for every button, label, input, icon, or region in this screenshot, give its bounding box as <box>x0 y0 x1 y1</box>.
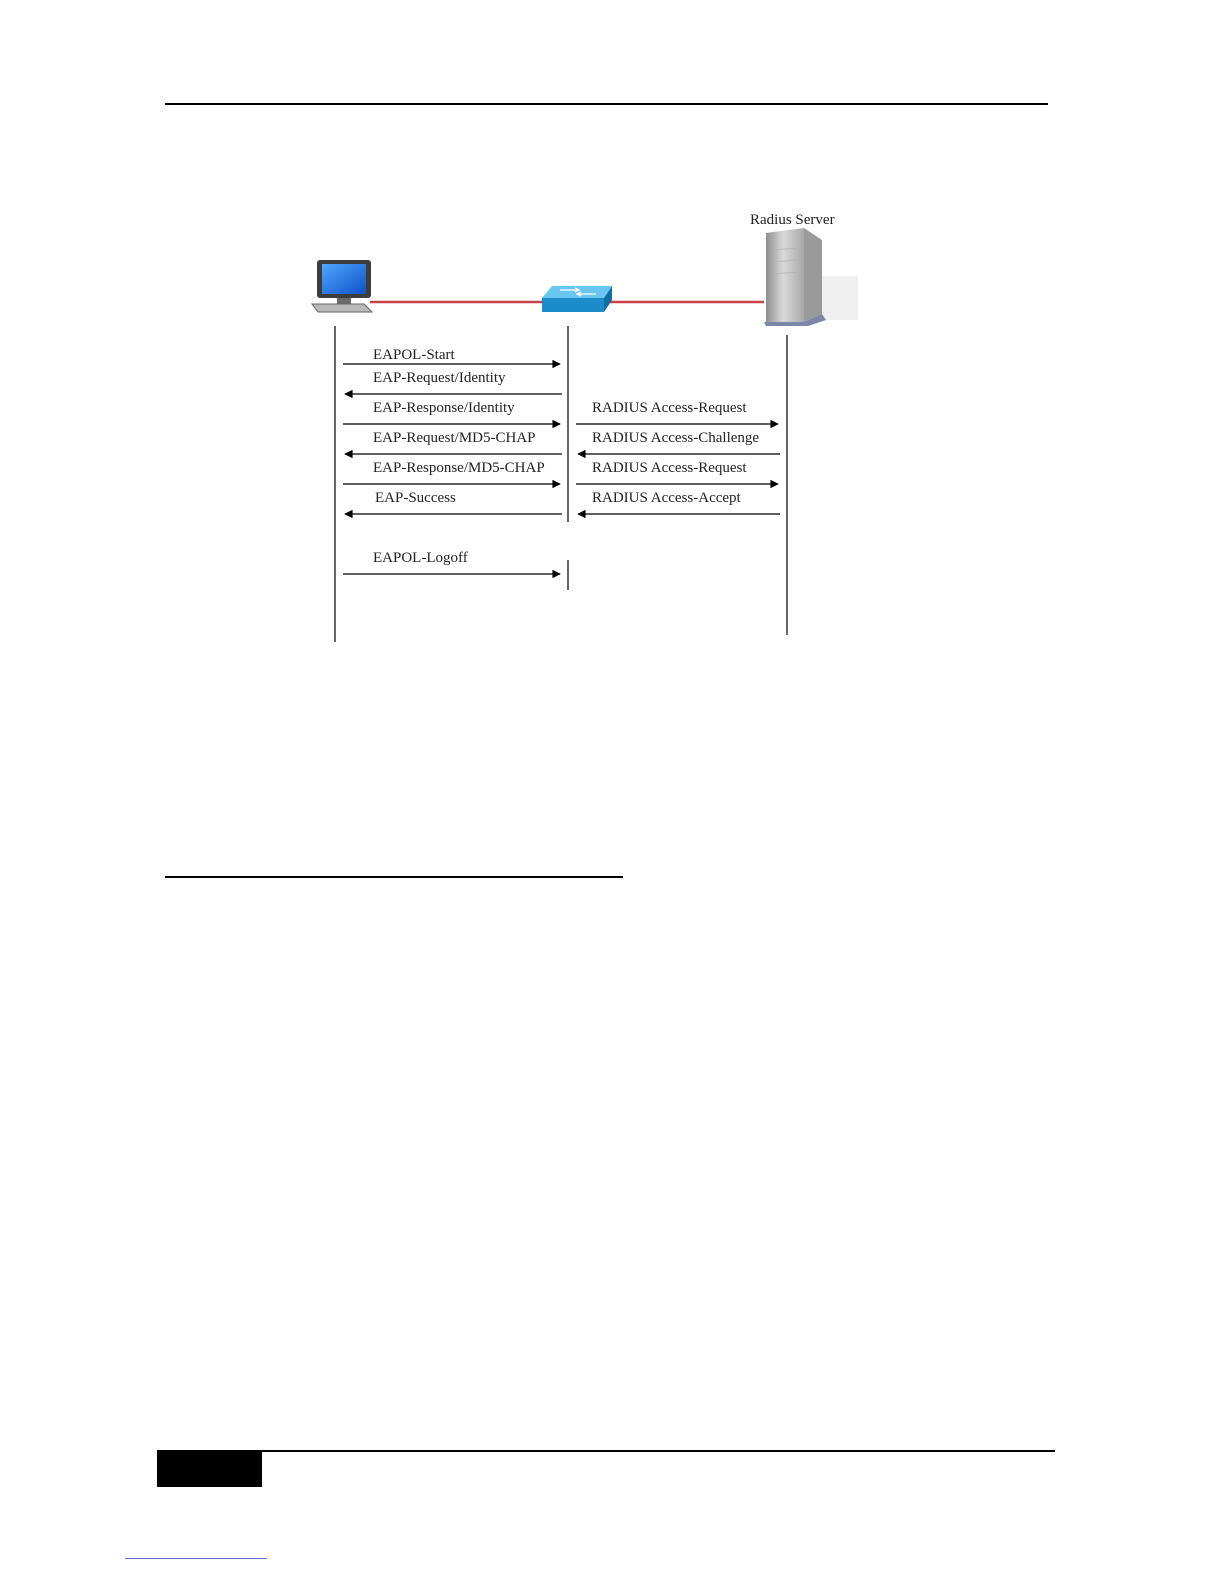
message-label: EAP-Request/Identity <box>373 370 506 386</box>
server-label: Radius Server <box>750 212 835 228</box>
message-label: RADIUS Access-Request <box>592 400 747 416</box>
switch-icon <box>542 286 612 312</box>
message-eap-response-md5-chap <box>343 460 560 484</box>
computer-icon <box>312 260 372 312</box>
message-label: RADIUS Access-Accept <box>592 490 741 506</box>
message-label: RADIUS Access-Challenge <box>592 430 760 446</box>
message-radius-access-accept <box>578 490 780 514</box>
footer-link-underline[interactable] <box>125 1558 267 1559</box>
message-radius-access-request-2 <box>576 460 778 484</box>
message-eapol-start <box>343 347 560 364</box>
footer-page-block <box>157 1451 262 1487</box>
message-label: EAP-Response/Identity <box>373 400 515 416</box>
message-radius-access-challenge <box>578 430 780 454</box>
message-label: EAPOL-Start <box>373 347 455 363</box>
server-icon <box>764 228 858 326</box>
message-eapol-logoff <box>343 550 560 574</box>
message-eap-request-md5-chap <box>345 430 562 454</box>
message-label: EAP-Request/MD5-CHAP <box>373 430 536 446</box>
footer-rule <box>157 1450 1055 1452</box>
message-eap-request-identity <box>345 370 562 394</box>
section-rule <box>165 876 623 878</box>
message-radius-access-request <box>576 400 778 424</box>
message-eap-success <box>345 490 562 514</box>
message-eap-response-identity <box>343 400 560 424</box>
message-label: RADIUS Access-Request <box>592 460 747 476</box>
message-label: EAP-Response/MD5-CHAP <box>373 460 545 476</box>
message-label: EAP-Success <box>375 490 456 506</box>
message-label: EAPOL-Logoff <box>373 550 468 566</box>
eap-authentication-sequence-diagram <box>0 0 1224 700</box>
